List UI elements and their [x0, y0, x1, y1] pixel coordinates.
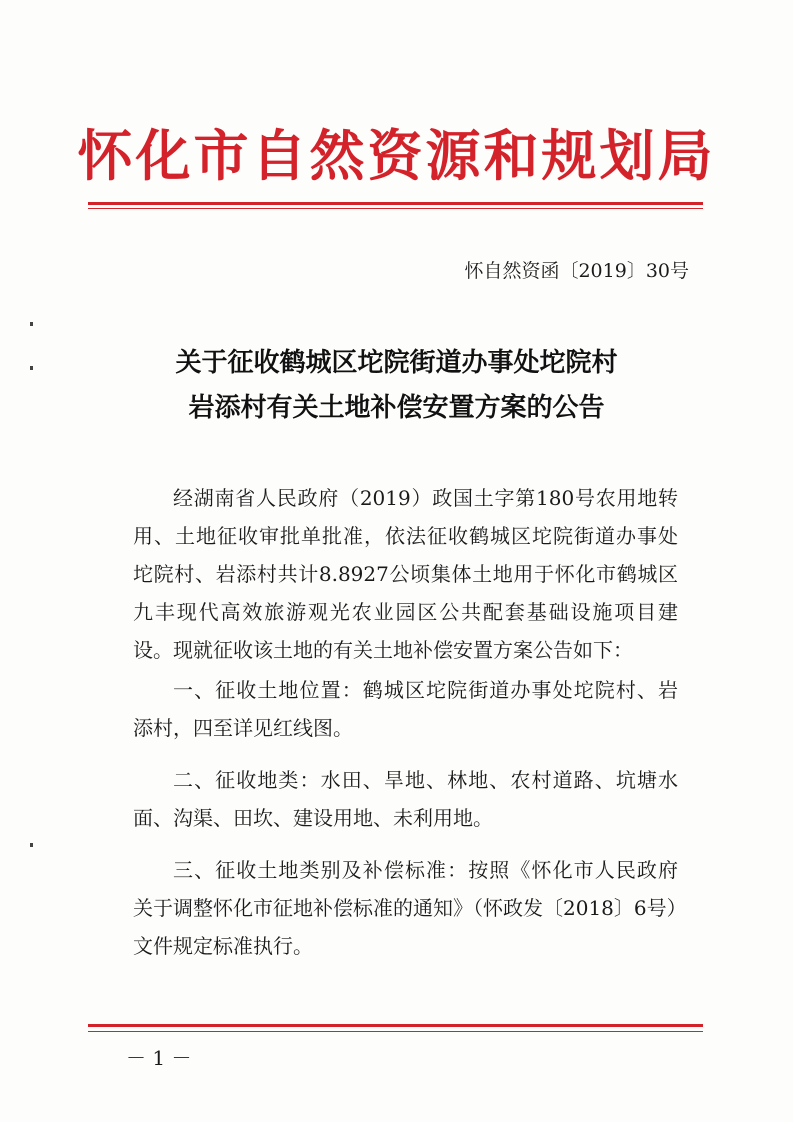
body-line: 二、征收地类：水田、旱地、林地、农村道路、坑塘水: [173, 768, 678, 792]
binding-mark: [30, 843, 33, 847]
binding-mark: [30, 322, 33, 326]
body-line: 九丰现代高效旅游观光农业园区公共配套基础设施项目建: [133, 600, 678, 624]
notice-title-line-2: 岩添村有关土地补偿安置方案的公告: [188, 393, 605, 423]
body-line: 一、征收土地位置：鹤城区坨院街道办事处坨院村、岩: [173, 678, 678, 702]
body-line: 设。现就征收该土地的有关土地补偿安置方案公告如下：: [133, 638, 633, 662]
notice-title-line-1: 关于征收鹤城区坨院街道办事处坨院村: [175, 348, 618, 378]
body-line: 面、沟渠、田坎、建设用地、未利用地。: [133, 806, 493, 830]
header-red-rule-thick: [88, 202, 703, 205]
footer-red-rule-thin: [88, 1031, 703, 1032]
body-line: 经湖南省人民政府（2019）政国土字第180号农用地转: [173, 486, 678, 510]
paragraph-compensation: [133, 851, 687, 965]
body-line: 添村，四至详见红线图。: [133, 716, 353, 740]
header-red-rule-thin: [88, 208, 703, 209]
body-line: 三、征收土地类别及补偿标准：按照《怀化市人民政府: [173, 858, 678, 882]
body-line: 文件规定标准执行。: [133, 934, 313, 958]
paragraph-land-types: [133, 761, 678, 837]
notice-title: [0, 341, 793, 431]
paragraph-intro: [133, 479, 678, 669]
page-number: － 1 －: [126, 1046, 192, 1070]
agency-header-title: 怀化市自然资源和规划局: [77, 124, 716, 188]
binding-mark: [30, 366, 33, 370]
paragraph-location: [133, 671, 678, 747]
document-number: 怀自然资函〔2019〕30号: [464, 260, 689, 282]
footer-red-rule-thick: [88, 1024, 703, 1027]
body-line: 坨院村、岩添村共计8.8927公顷集体土地用于怀化市鹤城区: [133, 562, 678, 586]
notice-body: [133, 479, 687, 965]
body-line: 关于调整怀化市征地补偿标准的通知》（怀政发〔2018〕6号）: [133, 896, 687, 920]
body-line: 用、土地征收审批单批准，依法征收鹤城区坨院街道办事处: [133, 524, 678, 548]
